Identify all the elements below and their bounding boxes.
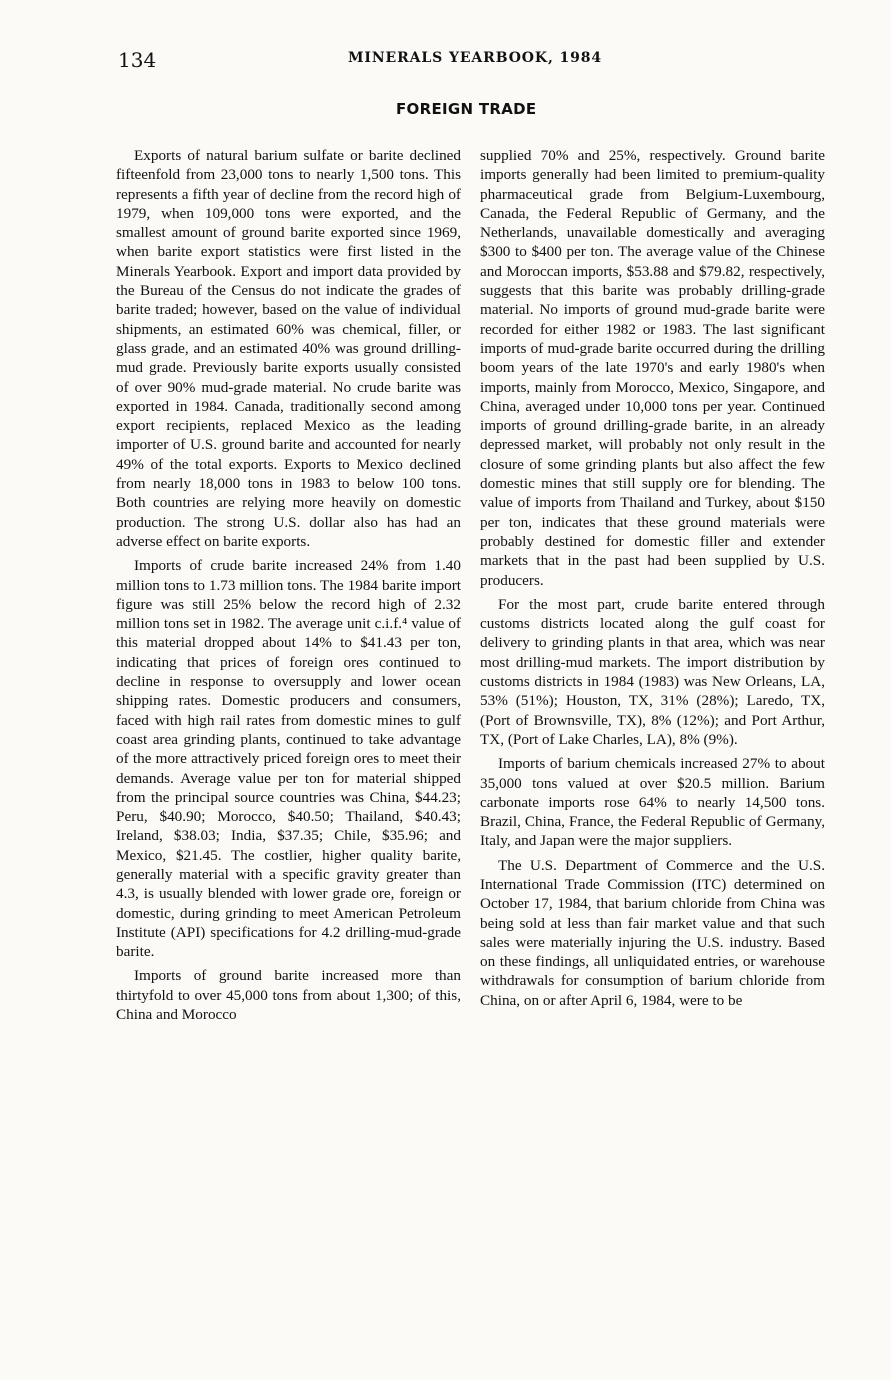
paragraph-barium-chemicals: Imports of barium chemicals increased 27% to about 35,000 tons valued at over $20.5 million. Barium carbonate imports rose 64% to nearly 14,500 tons. Brazil, China, France, the Federal Republic of Germany, Italy, and Japan were the major suppliers.: [480, 755, 825, 850]
section-title: FOREIGN TRADE: [396, 100, 537, 118]
paragraph-crude-imports: Imports of crude barite increased 24% from 1.40 million tons to 1.73 million tons. The 1984 barite import figure was still 25% below the record high of 2.32 million tons set in 1982. The average unit c.i.f.⁴ value of this material dropped about 14% to $41.43 per ton, indicating that prices of foreign ores continued to decline in response to oversupply and lower ocean shipping rates. Domestic producers and consumers, faced with high rail rates from domestic mines to gulf coast area grinding plants, continued to take advantage of the more attractively priced foreign ores to meet their demands. Average value per ton for material shipped from the principal source countries was China, $44.23; Peru, $40.90; Morocco, $40.50; Thailand, $40.43; Ireland, $38.03; India, $37.35; Chile, $35.96; and Mexico, $21.45. The costlier, higher quality barite, generally material with a specific gravity greater than 4.3, is usually blended with lower grade ore, foreign or domestic, during grinding to meet American Petroleum Institute (API) specifications for 4.2 drilling-mud-grade barite.: [116, 557, 461, 961]
paragraph-exports: Exports of natural barium sulfate or barite declined fifteenfold from 23,000 tons to nearly 1,500 tons. This represents a fifth year of decline from the record high of 1979, when 109,000 tons were exported, and the smallest amount of ground barite exported since 1969, when barite export statistics were first listed in the Minerals Yearbook. Export and import data provided by the Bureau of the Census do not indicate the grades of barite traded; however, based on the value of individual shipments, an estimated 60% was chemical, filler, or glass grade, and an estimated 40% was ground drilling-mud grade. Previously barite exports usually consisted of over 90% mud-grade material. No crude barite was exported in 1984. Canada, traditionally second among export recipients, replaced Mexico as the leading importer of U.S. ground barite and accounted for nearly 49% of the total exports. Exports to Mexico declined from nearly 18,000 tons in 1983 to below 100 tons. Both countries are relying more heavily on domestic production. The strong U.S. dollar also has had an adverse effect on barite exports.: [116, 147, 461, 550]
paragraph-ground-imports: Imports of ground barite increased more than thirtyfold to over 45,000 tons from about 1,300; of this, China and Morocco: [116, 967, 461, 1024]
page-number: 134: [118, 48, 157, 72]
running-title: MINERALS YEARBOOK, 1984: [348, 50, 603, 66]
paragraph-barium-chloride: The U.S. Department of Commerce and the U.S. International Trade Commission (ITC) determined on October 17, 1984, that barium chloride from China was being sold at less than fair market value and that such sales were materially injuring the U.S. industry. Based on these findings, all unliquidated entries, or warehouse withdrawals for consumption of barium chloride from China, on or after April 6, 1984, were to be: [480, 856, 825, 1009]
left-column: [116, 146, 461, 1024]
right-column: [480, 146, 825, 1010]
paragraph-customs-districts: For the most part, crude barite entered through customs districts located along the gulf coast for delivery to grinding plants in that area, which was near most drilling-mud markets. The import distribution by customs districts in 1984 (1983) was New Orleans, LA, 53% (51%); Houston, TX, 31% (28%); Laredo, TX, (Port of Brownsville, TX), 8% (12%); and Port Arthur, TX, (Port of Lake Charles, LA), 8% (9%).: [480, 595, 825, 748]
paragraph-ground-imports-continued: supplied 70% and 25%, respectively. Ground barite imports generally had been limited to premium-quality pharmaceutical grade from Belgium-Luxembourg, Canada, the Federal Republic of Germany, and the Netherlands, unavailable domestically and averaging $300 to $400 per ton. The average value of the Chinese and Moroccan imports, $53.88 and $79.82, respectively, suggests that this barite was probably drilling-grade material. No imports of ground mud-grade barite were recorded for either 1982 or 1983. The last significant imports of mud-grade barite occurred during the drilling boom years of the late 1970's and early 1980's when imports, mainly from Morocco, Mexico, Singapore, and China, averaged under 10,000 tons per year. Continued imports of ground drilling-grade barite, in an already depressed market, will probably not only result in the closure of some grinding plants but also affect the few domestic mines that still supply ore for blending. The value of imports from Thailand and Turkey, about $150 per ton, indicates that these ground materials were probably destined for domestic filler and extender markets that in the past had been supplied by U.S. producers.: [480, 147, 825, 589]
